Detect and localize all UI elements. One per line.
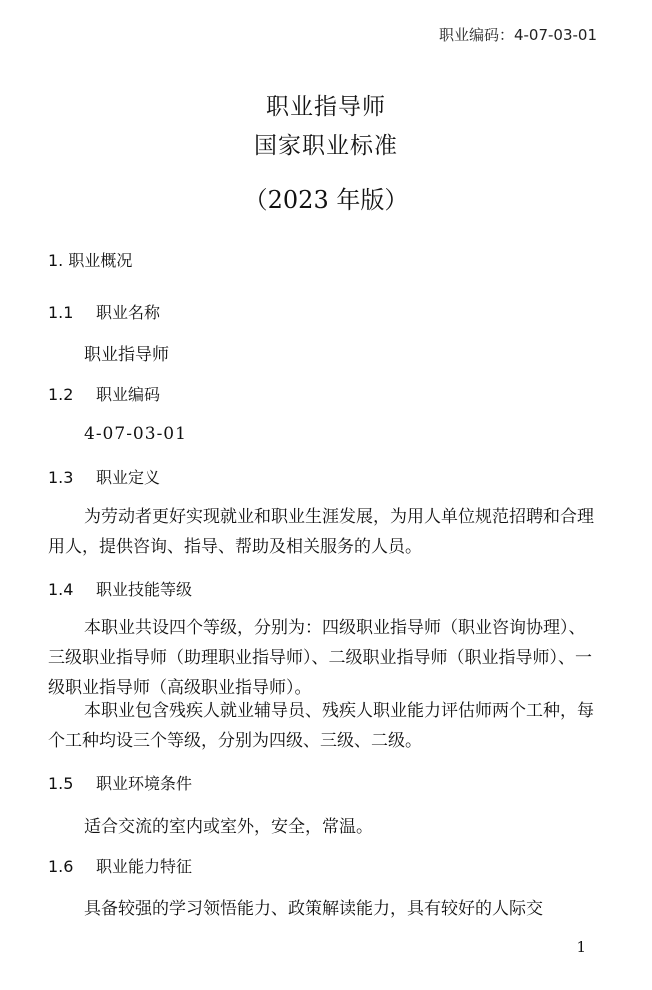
subsection-number: 1.6	[48, 857, 74, 876]
ability-characteristics: 具备较强的学习领悟能力、政策解读能力，具有较好的人际交	[84, 899, 543, 919]
subsection-heading-1-4	[48, 577, 192, 600]
subsection-label: 职业环境条件	[96, 774, 193, 793]
occupation-code-header: 职业编码：4-07-03-01	[438, 26, 597, 44]
job-types-paragraph: 本职业包含残疾人就业辅导员、残疾人职业能力评估师两个工种，每个工种均设三个等级，分别为四级、三级、二级。	[48, 701, 594, 751]
page-number: 1	[576, 938, 586, 956]
subsection-heading-1-6	[48, 854, 192, 877]
subsection-label: 职业能力特征	[96, 857, 193, 876]
occupation-definition: 为劳动者更好实现就业和职业生涯发展，为用人单位规范招聘和合理用人，提供咨询、指导、帮助及相关服务的人员。	[48, 507, 594, 557]
subsection-heading-1-3	[48, 465, 160, 488]
occupation-code: 4-07-03-01	[84, 424, 187, 444]
subsection-number: 1.4	[48, 580, 74, 599]
subsection-label: 职业技能等级	[96, 580, 193, 599]
work-environment: 适合交流的室内或室外，安全，常温。	[84, 817, 373, 837]
subsection-heading-1-5	[48, 771, 192, 794]
document-title: 职业指导师	[266, 94, 386, 120]
edition-label: （2023 年版）	[243, 186, 409, 214]
subsection-label: 职业编码	[96, 385, 161, 404]
subsection-number: 1.3	[48, 468, 74, 487]
subsection-number: 1.1	[48, 303, 74, 322]
occupation-name: 职业指导师	[84, 345, 169, 365]
subsection-heading-1-2	[48, 382, 160, 405]
subsection-label: 职业定义	[96, 468, 161, 487]
skill-levels-paragraph: 本职业共设四个等级，分别为：四级职业指导师（职业咨询协理）、三级职业指导师（助理职业指导师）、二级职业指导师（职业指导师）、一级职业指导师（高级职业指导师）。	[48, 618, 592, 698]
section-heading-overview: 1. 职业概况	[48, 251, 133, 270]
document-subtitle: 国家职业标准	[254, 133, 398, 159]
subsection-heading-1-1	[48, 300, 160, 323]
subsection-number: 1.5	[48, 774, 74, 793]
subsection-label: 职业名称	[96, 303, 161, 322]
subsection-number: 1.2	[48, 385, 74, 404]
